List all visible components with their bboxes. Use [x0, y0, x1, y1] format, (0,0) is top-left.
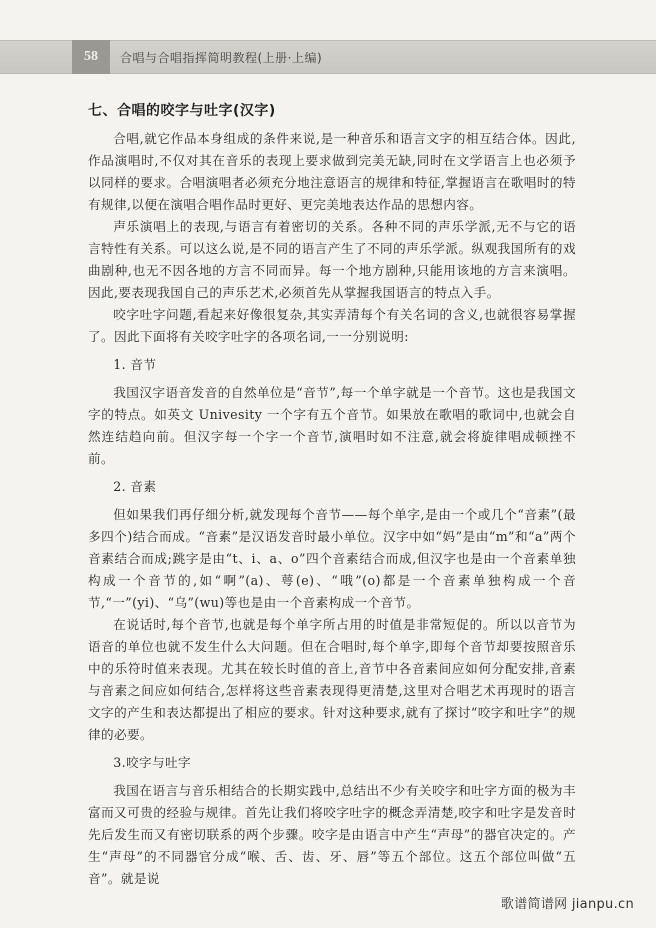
subheading-phoneme: 2. 音素 — [113, 479, 157, 494]
paragraph: 但如果我们再仔细分析,就发现每个音节——每个单字,是由一个或几个“音素”(最多四个)结合而成。“音素”是汉语发音时最小单位。汉字中如“妈”是由“m”和“a”两个音素结合而成;跳字是由“t、i、a、o”四个音素结合而成,但汉字也是由一个音素单独构成一个音节的,如“啊”(a)、萼(e)、“哦”(o)都是一个音素单独构成一个音节,“一”(yi)、“乌”(wu)等也是由一个音素构成一个音节。 — [88, 507, 576, 610]
paragraph: 合唱,就它作品本身组成的条件来说,是一种音乐和语言文字的相互结合体。因此,作品演唱时,不仅对其在音乐的表现上要求做到完美无缺,同时在文学语言上也必须予以同样的要求。合唱演唱者必须充分地注意语言的规律和特征,掌握语言在歌唱时的特有规律,以便在演唱合唱作品时更好、更完美地表达作品的思想内容。 — [88, 131, 576, 212]
paragraph: 咬字吐字问题,看起来好像很复杂,其实弄清每个有关名词的含义,也就很容易掌握了。因此下面将有关咬字吐字的各项名词,一一分别说明: — [88, 307, 576, 344]
subheading-articulation: 3.咬字与吐字 — [113, 755, 191, 770]
watermark-text: 歌谱简谱网 jianpu.cn — [500, 897, 634, 912]
subheading-syllable: 1. 音节 — [113, 357, 157, 372]
running-header-title: 合唱与合唱指挥简明教程(上册·上编) — [120, 51, 323, 65]
paragraph: 我国汉字语音发音的自然单位是“音节”,每一个单字就是一个音节。这也是我国文字的特点。如英文 Univesity 一个字有五个音节。如果放在歌唱的歌词中,也就会自然连结趋向前。但汉字每一个字一个音节,演唱时如不注意,就会将旋律唱成顿挫不前。 — [88, 385, 576, 466]
section-title: 七、合唱的咬字与吐字(汉字) — [88, 103, 276, 119]
paragraph: 我国在语言与音乐相结合的长期实践中,总结出不少有关咬字和吐字方面的极为丰富而又可贵的经验与规律。首先让我们将咬字吐字的概念弄清楚,咬字和吐字是发音时先后发生而又有密切联系的两个步骤。咬字是由语言中产生“声母”的器官决定的。产生“声母”的不同器官分成“喉、舌、齿、牙、唇”等五个部位。这五个部位叫做“五音”。就是说 — [88, 783, 576, 886]
paragraph: 声乐演唱上的表现,与语言有着密切的关系。各种不同的声乐学派,无不与它的语言特性有关系。可以这么说,是不同的语言产生了不同的声乐学派。纵观我国所有的戏曲剧种,也无不因各地的方言不同而异。每一个地方剧种,只能用该地的方言来演唱。因此,要表现我国自己的声乐艺术,必须首先从掌握我国语言的特点入手。 — [88, 219, 576, 300]
main-content — [88, 100, 576, 890]
paragraph: 在说话时,每个音节,也就是每个单字所占用的时值是非常短促的。所以以音节为语音的单位也就不发生什么大问题。但在合唱时,每个单字,即每个音节却要按照音乐中的乐符时值来表现。尤其在较长时值的音上,音节中各音素间应如何分配安排,音素与音素之间应如何结合,怎样将这些音素表现得更清楚,这里对合唱艺术再现时的语言文字的产生和表达都提出了相应的要求。针对这种要求,就有了探讨“咬字和吐字”的规律的必要。 — [88, 617, 576, 742]
page-number: 58 — [72, 40, 110, 74]
